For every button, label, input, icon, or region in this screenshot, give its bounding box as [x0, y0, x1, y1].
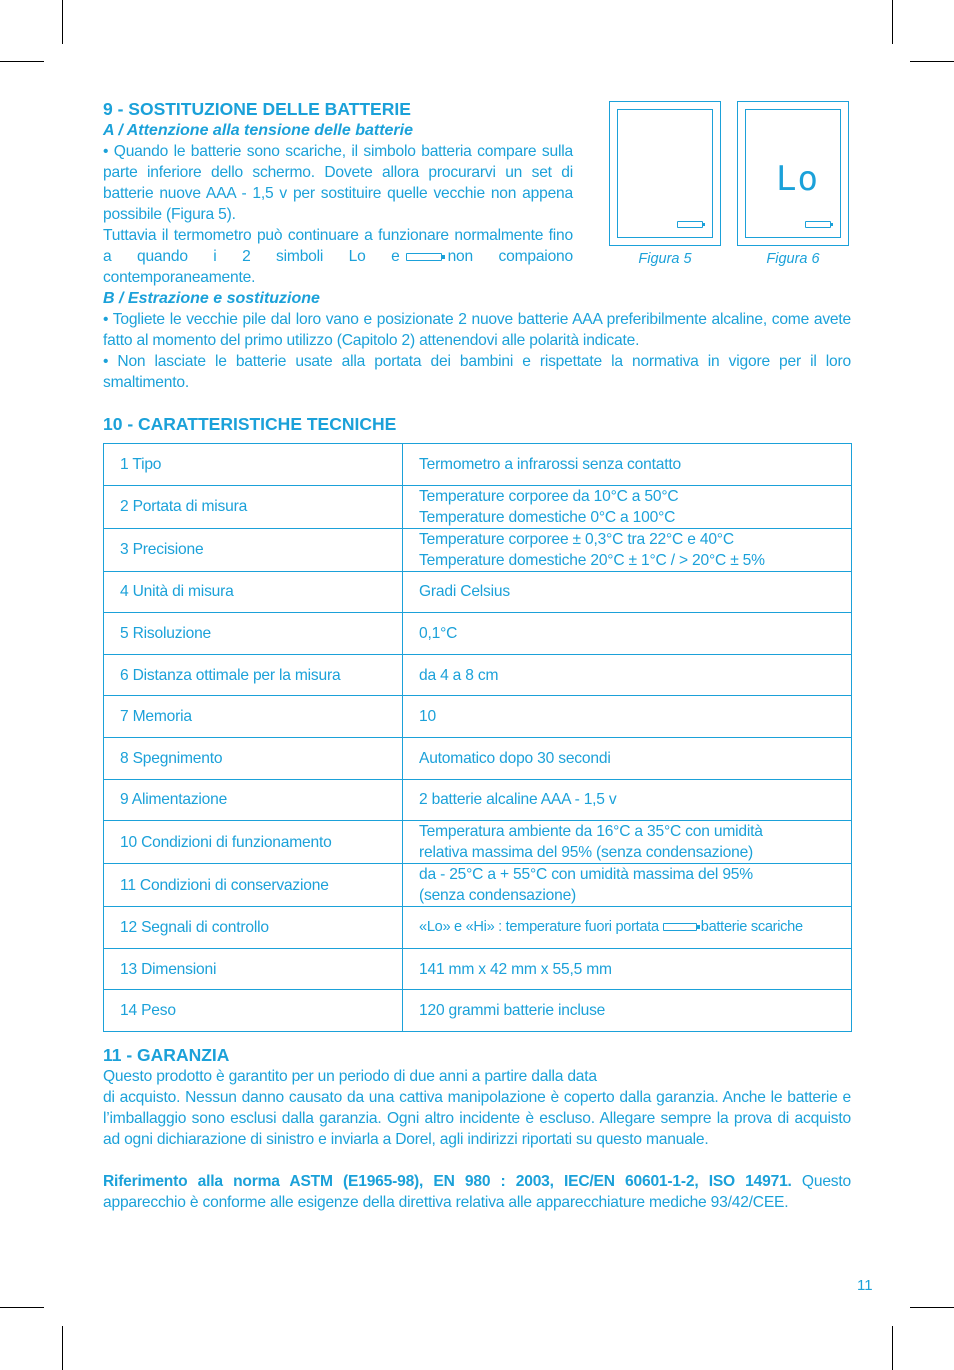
page-content — [103, 98, 851, 1213]
crop-mark — [910, 1307, 954, 1308]
crop-mark — [910, 61, 954, 62]
crop-mark — [0, 61, 44, 62]
section-9-title: 9 - SOSTITUZIONE DELLE BATTERIE — [103, 99, 411, 119]
section-9b-paragraph-2: • Non lasciate le batterie usate alla portata dei bambini e rispettate la normativa in vigore per il loro smaltimento. — [103, 353, 851, 391]
table-row — [104, 990, 852, 1032]
spec-value-line: relativa massima del 95% (senza condensazione) — [419, 844, 754, 862]
spec-value-line: Temperature corporee ± 0,3°C tra 22°C e 40°C — [419, 530, 734, 548]
battery-low-icon — [663, 923, 697, 931]
table-row — [104, 528, 852, 571]
spec-value-line: Temperature domestiche 20°C ± 1°C / > 20°C ± 5% — [419, 551, 765, 569]
norm-reference — [103, 1171, 851, 1213]
spec-label: 4 Unità di misura — [104, 571, 403, 613]
section-9a-subtitle: A / Attenzione alla tensione delle batterie — [103, 122, 413, 139]
spec-label: 6 Distanza ottimale per la misura — [104, 654, 403, 696]
para-text: Tuttavia il termometro può continuare a funzionare normalmente fino a quando i 2 simboli Lo e — [103, 227, 573, 265]
spec-value: 10 — [403, 696, 852, 738]
spec-value — [403, 485, 852, 528]
crop-mark — [62, 0, 63, 44]
spec-value-line: Temperature domestiche 0°C a 100°C — [419, 508, 676, 526]
spec-label: 10 Condizioni di funzionamento — [104, 821, 403, 864]
table-row — [104, 907, 852, 949]
lo-readout: Lo — [776, 159, 819, 199]
spec-value: 141 mm x 42 mm x 55,5 mm — [403, 948, 852, 990]
spec-value — [403, 907, 852, 949]
section-11-line-1: Questo prodotto è garantito per un periodo di due anni a partire dalla data — [103, 1067, 597, 1085]
table-row — [104, 864, 852, 907]
spec-value-line: da - 25°C a + 55°C con umidità massima del 95% — [419, 866, 753, 884]
section-9a-paragraph-1: • Quando le batterie sono scariche, il simbolo batteria compare sulla parte inferiore dello schermo. Dovete allora procurarvi un set di batterie nuove AAA - 1,5 v per sostituire quelle vecchie non appena possibile (Figura 5). — [103, 143, 573, 223]
spec-value — [403, 864, 852, 907]
spec-label: 14 Peso — [104, 990, 403, 1032]
spec-value — [403, 528, 852, 571]
spec-label: 7 Memoria — [104, 696, 403, 738]
section-11-paragraph: di acquisto. Nessun danno causato da una cattiva manipolazione è coperto dalla garanzia. Anche le batterie e l’imballaggio sono esclusi dalla garanzia. Ogni altro incidente è escluso. Allegare sempre la prova di acquisto ad ogni dichiarazione di sinistro e inviarla a Dorel, agli indirizzi riportati su questo manuale. — [103, 1088, 851, 1148]
table-row — [104, 737, 852, 779]
table-row — [104, 948, 852, 990]
spec-value-line: Temperature corporee da 10°C a 50°C — [419, 487, 679, 505]
spec-value: Gradi Celsius — [403, 571, 852, 613]
para-text: non compaiono contemporaneamente. — [103, 248, 573, 286]
crop-mark — [892, 1326, 893, 1370]
spec-value: da 4 a 8 cm — [403, 654, 852, 696]
spec-value: Termometro a infrarossi senza contatto — [403, 444, 852, 486]
table-row — [104, 779, 852, 821]
norm-reference-bold: Riferimento alla norma ASTM (E1965-98), EN 980 : 2003, IEC/EN 60601-1-2, ISO 14971. — [103, 1172, 792, 1190]
spec-value-text: batterie scariche — [700, 918, 803, 935]
table-row — [104, 485, 852, 528]
battery-low-icon — [406, 253, 442, 261]
spec-label: 3 Precisione — [104, 528, 403, 571]
crop-mark — [62, 1326, 63, 1370]
spec-label: 1 Tipo — [104, 444, 403, 486]
table-row — [104, 571, 852, 613]
table-row — [104, 613, 852, 655]
spec-value: 0,1°C — [403, 613, 852, 655]
figure-6-caption: Figura 6 — [766, 251, 820, 267]
crop-mark — [892, 0, 893, 44]
section-11-title: 11 - GARANZIA — [103, 1044, 230, 1065]
table-row — [104, 444, 852, 486]
table-row — [104, 696, 852, 738]
spec-value: 2 batterie alcaline AAA - 1,5 v — [403, 779, 852, 821]
spec-value: 120 grammi batterie incluse — [403, 990, 852, 1032]
spec-value-line: (senza condensazione) — [419, 887, 577, 905]
section-10-title: 10 - CARATTERISTICHE TECNICHE — [103, 414, 397, 434]
spec-label: 2 Portata di misura — [104, 485, 403, 528]
section-9 — [103, 98, 573, 288]
spec-label: 9 Alimentazione — [104, 779, 403, 821]
section-9a-paragraph-2 — [103, 225, 573, 288]
table-row — [104, 654, 852, 696]
spec-value-text: «Lo» e «Hi» : temperature fuori portata — [419, 918, 659, 935]
spec-label: 13 Dimensioni — [104, 948, 403, 990]
specs-table — [103, 443, 852, 1032]
spec-label: 12 Segnali di controllo — [104, 907, 403, 949]
norm-reference-text: Questo apparecchio è conforme alle esigenze della direttiva relativa alle apparecchiature mediche 93/42/CEE. — [103, 1172, 851, 1211]
section-9b-paragraph-1: • Togliete le vecchie pile dal loro vano e posizionate 2 nuove batterie AAA preferibilmente alcaline, come avete fatto al momento del primo utilizzo (Capitolo 2) attenendovi alle polarità indicate. — [103, 311, 851, 349]
spec-label: 5 Risoluzione — [104, 613, 403, 655]
page-number: 11 — [857, 1277, 873, 1294]
section-9b-subtitle: B / Estrazione e sostituzione — [103, 290, 320, 307]
spec-value-line: Temperatura ambiente da 16°C a 35°C con umidità — [419, 823, 763, 841]
crop-mark — [0, 1307, 44, 1308]
table-row — [104, 821, 852, 864]
spec-value — [403, 821, 852, 864]
spec-label: 8 Spegnimento — [104, 737, 403, 779]
figure-5-caption: Figura 5 — [638, 251, 692, 267]
spec-label: 11 Condizioni di conservazione — [104, 864, 403, 907]
spec-value: Automatico dopo 30 secondi — [403, 737, 852, 779]
